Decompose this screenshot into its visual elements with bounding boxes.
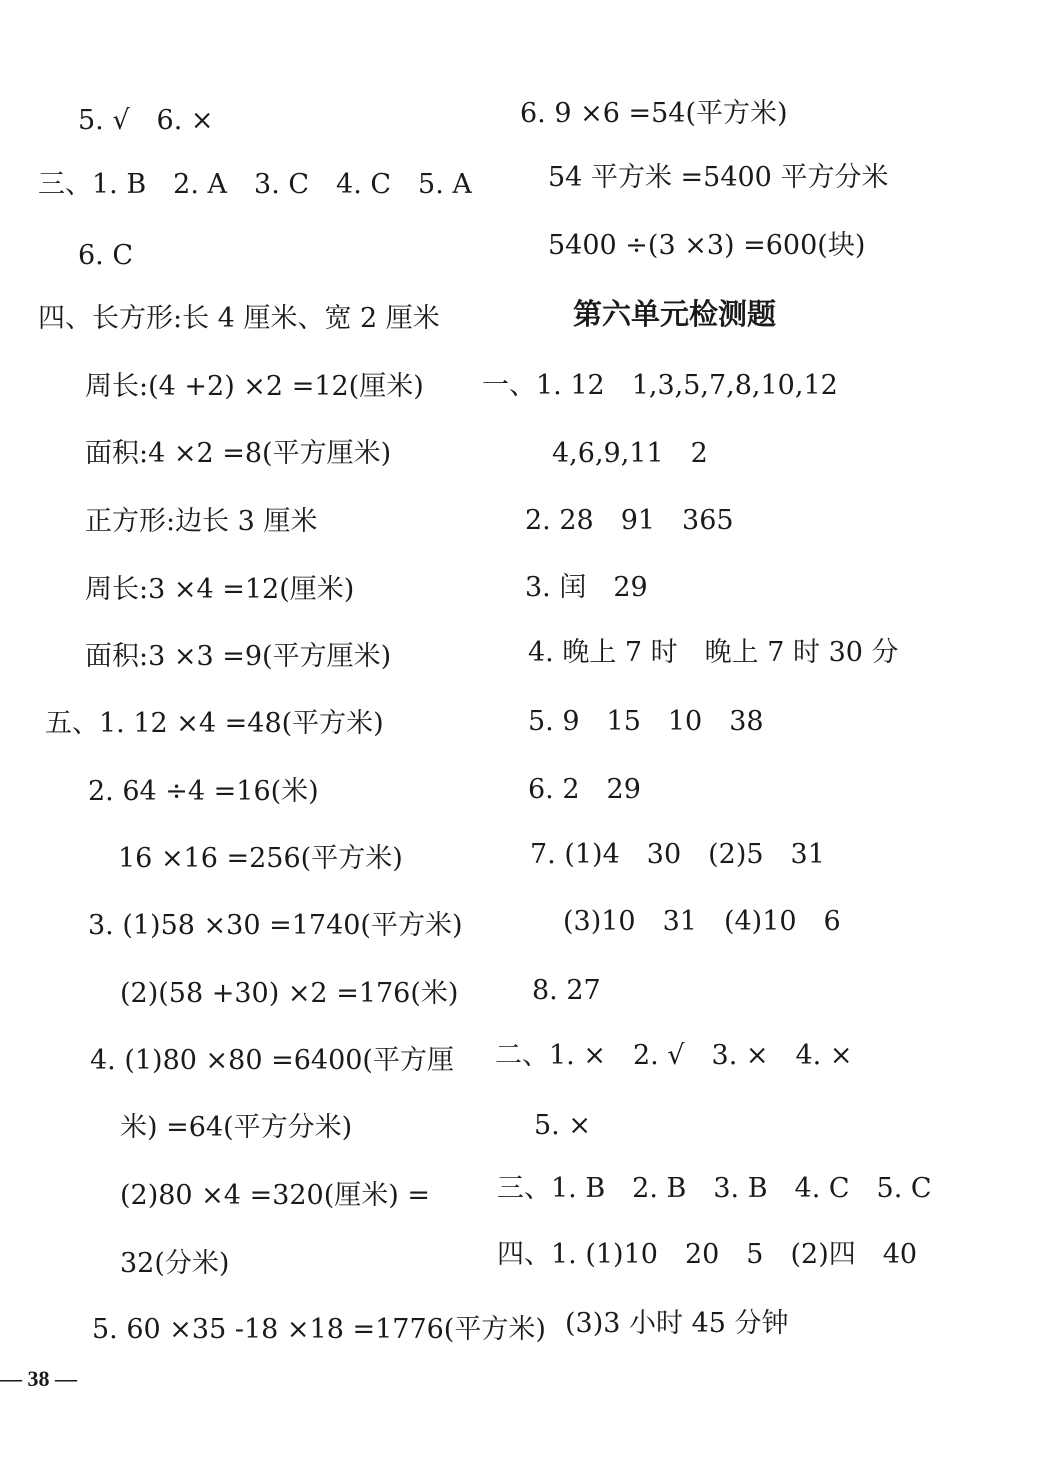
answer-line: 5. 9 15 10 38 <box>528 706 764 737</box>
answer-line: (3)3 小时 45 分钟 <box>565 1308 789 1339</box>
answer-line: 6. 2 29 <box>528 774 641 805</box>
answer-line: 周长:3 ×4 =12(厘米) <box>85 574 355 605</box>
answer-line: (2)80 ×4 =320(厘米) = <box>120 1180 430 1211</box>
answer-line: 正方形:边长 3 厘米 <box>85 506 318 537</box>
answer-line: 5. × <box>534 1110 591 1141</box>
answer-line: 4,6,9,11 2 <box>552 438 708 469</box>
answer-line: 5. 60 ×35 -18 ×18 =1776(平方米) <box>92 1314 546 1345</box>
answer-line: 4. 晚上 7 时 晚上 7 时 30 分 <box>528 637 899 668</box>
answer-line: (2)(58 +30) ×2 =176(米) <box>120 978 459 1009</box>
answer-line: 三、1. B 2. A 3. C 4. C 5. A <box>38 169 472 200</box>
answer-line: 54 平方米 =5400 平方分米 <box>548 162 889 193</box>
answer-line: 5. √ 6. × <box>78 105 214 136</box>
answer-line: (3)10 31 (4)10 6 <box>563 906 841 937</box>
answer-line: 6. 9 ×6 =54(平方米) <box>520 98 788 129</box>
answer-line: 16 ×16 =256(平方米) <box>118 843 403 874</box>
answer-line: 一、1. 12 1,3,5,7,8,10,12 <box>482 370 838 401</box>
answer-line: 面积:4 ×2 =8(平方厘米) <box>85 438 392 469</box>
answer-line: 五、1. 12 ×4 =48(平方米) <box>45 708 384 739</box>
section-title: 第六单元检测题 <box>573 297 777 331</box>
answer-line: 2. 64 ÷4 =16(米) <box>88 776 319 807</box>
answer-line: 5400 ÷(3 ×3) =600(块) <box>548 230 866 261</box>
page-number: — 38 — <box>0 1366 77 1391</box>
answer-line: 2. 28 91 365 <box>525 505 734 536</box>
answer-line: 四、1. (1)10 20 5 (2)四 40 <box>497 1239 918 1270</box>
answer-line: 32(分米) <box>120 1248 230 1279</box>
answer-line: 米) =64(平方分米) <box>120 1112 353 1143</box>
answer-line: 8. 27 <box>532 975 601 1006</box>
answer-line: 7. (1)4 30 (2)5 31 <box>530 839 825 870</box>
answer-line: 3. 闰 29 <box>525 572 648 603</box>
answer-line: 4. (1)80 ×80 =6400(平方厘 <box>90 1045 454 1076</box>
answer-line: 3. (1)58 ×30 =1740(平方米) <box>88 910 463 941</box>
answer-line: 二、1. × 2. √ 3. × 4. × <box>495 1040 853 1071</box>
answer-line: 6. C <box>78 240 134 271</box>
answer-line: 四、长方形:长 4 厘米、宽 2 厘米 <box>38 303 440 334</box>
answer-line: 周长:(4 +2) ×2 =12(厘米) <box>85 371 424 402</box>
answer-line: 面积:3 ×3 =9(平方厘米) <box>85 641 392 672</box>
answer-line: 三、1. B 2. B 3. B 4. C 5. C <box>497 1173 932 1204</box>
